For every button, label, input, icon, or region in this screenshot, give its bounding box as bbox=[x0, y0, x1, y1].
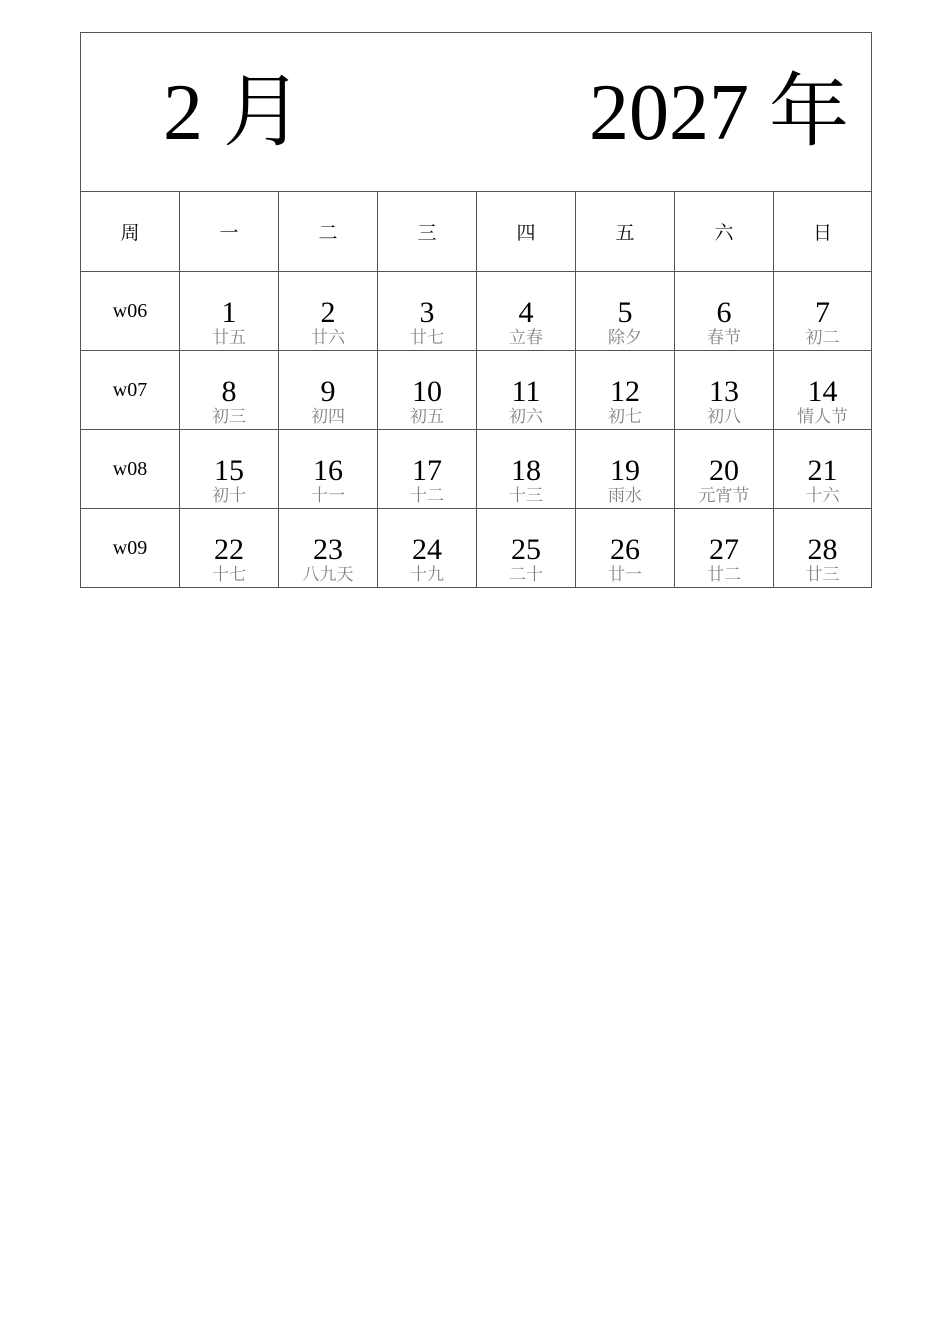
lunar-date: 初十 bbox=[212, 486, 246, 506]
day-number: 21 bbox=[807, 454, 838, 487]
lunar-date: 廿七 bbox=[410, 328, 444, 348]
week-row bbox=[81, 509, 872, 588]
weekday-header-sat: 六 bbox=[675, 192, 774, 272]
day-number: 10 bbox=[412, 375, 442, 408]
day-cell bbox=[477, 509, 576, 588]
day-cell bbox=[774, 509, 872, 588]
day-number: 9 bbox=[320, 375, 336, 408]
day-cell bbox=[675, 272, 774, 351]
lunar-date: 初二 bbox=[805, 328, 840, 348]
day-number: 24 bbox=[412, 533, 442, 566]
day-cell bbox=[774, 272, 872, 351]
lunar-date: 初八 bbox=[707, 407, 741, 427]
day-cell bbox=[477, 272, 576, 351]
lunar-date: 十六 bbox=[805, 486, 840, 506]
lunar-date: 初六 bbox=[509, 407, 543, 427]
lunar-date: 除夕 bbox=[608, 328, 642, 348]
day-cell bbox=[477, 351, 576, 430]
weekday-header-tue: 二 bbox=[279, 192, 378, 272]
day-cell bbox=[378, 430, 477, 509]
day-cell bbox=[576, 351, 675, 430]
lunar-date: 廿六 bbox=[311, 328, 345, 348]
day-number: 6 bbox=[716, 296, 732, 329]
day-cell bbox=[378, 272, 477, 351]
lunar-date: 十七 bbox=[212, 565, 246, 585]
day-number: 16 bbox=[313, 454, 343, 487]
month-title: 2 月 bbox=[163, 69, 303, 157]
lunar-date: 元宵节 bbox=[698, 486, 750, 506]
day-cell bbox=[180, 272, 279, 351]
lunar-date: 初五 bbox=[410, 407, 444, 427]
day-cell bbox=[180, 509, 279, 588]
week-number: w09 bbox=[81, 509, 180, 588]
day-number: 23 bbox=[313, 533, 343, 566]
week-row bbox=[81, 272, 872, 351]
day-cell bbox=[279, 272, 378, 351]
weekday-header-mon: 一 bbox=[180, 192, 279, 272]
lunar-date: 春节 bbox=[707, 328, 741, 348]
lunar-date: 十二 bbox=[410, 486, 444, 506]
lunar-date: 十九 bbox=[410, 565, 444, 585]
day-cell bbox=[675, 509, 774, 588]
lunar-date: 八九天 bbox=[302, 565, 354, 585]
week-column-header: 周 bbox=[81, 192, 180, 272]
weekday-header-thu: 四 bbox=[477, 192, 576, 272]
lunar-date: 初三 bbox=[212, 407, 246, 427]
day-number: 8 bbox=[221, 375, 237, 408]
day-number: 28 bbox=[807, 533, 838, 566]
day-number: 13 bbox=[709, 375, 739, 408]
day-cell bbox=[477, 430, 576, 509]
week-row bbox=[81, 351, 872, 430]
lunar-date: 廿二 bbox=[707, 565, 741, 585]
day-number: 18 bbox=[511, 454, 541, 487]
day-cell bbox=[180, 351, 279, 430]
day-number: 1 bbox=[221, 296, 237, 329]
week-number: w08 bbox=[81, 430, 180, 509]
day-number: 25 bbox=[511, 533, 541, 566]
lunar-date: 初七 bbox=[608, 407, 642, 427]
day-number: 15 bbox=[214, 454, 244, 487]
lunar-date: 廿三 bbox=[805, 565, 840, 585]
lunar-date: 十一 bbox=[311, 486, 345, 506]
day-number: 7 bbox=[815, 296, 830, 329]
day-number: 26 bbox=[610, 533, 640, 566]
title-cell bbox=[81, 33, 872, 192]
week-row bbox=[81, 430, 872, 509]
month-calendar bbox=[80, 32, 872, 588]
lunar-date: 立春 bbox=[509, 328, 543, 348]
day-number: 20 bbox=[709, 454, 739, 487]
day-cell bbox=[378, 509, 477, 588]
day-cell bbox=[675, 430, 774, 509]
day-number: 2 bbox=[320, 296, 336, 329]
lunar-date: 雨水 bbox=[608, 486, 642, 506]
day-cell bbox=[774, 351, 872, 430]
day-cell bbox=[279, 430, 378, 509]
week-number: w06 bbox=[81, 272, 180, 351]
day-cell bbox=[180, 430, 279, 509]
day-cell bbox=[675, 351, 774, 430]
day-number: 3 bbox=[419, 296, 435, 329]
day-cell bbox=[576, 509, 675, 588]
day-number: 14 bbox=[807, 375, 838, 408]
day-cell bbox=[378, 351, 477, 430]
day-cell bbox=[279, 509, 378, 588]
weekday-header-wed: 三 bbox=[378, 192, 477, 272]
day-cell bbox=[576, 272, 675, 351]
weekday-header-fri: 五 bbox=[576, 192, 675, 272]
weekday-header-row bbox=[81, 192, 872, 272]
day-cell bbox=[774, 430, 872, 509]
day-cell bbox=[279, 351, 378, 430]
week-number: w07 bbox=[81, 351, 180, 430]
title-row bbox=[81, 33, 872, 192]
year-title: 2027 年 bbox=[589, 69, 849, 157]
lunar-date: 情人节 bbox=[797, 407, 848, 427]
lunar-date: 廿一 bbox=[608, 565, 642, 585]
day-number: 4 bbox=[518, 296, 534, 329]
lunar-date: 初四 bbox=[311, 407, 345, 427]
weekday-header-sun: 日 bbox=[774, 192, 872, 272]
day-number: 5 bbox=[617, 296, 633, 329]
day-number: 27 bbox=[709, 533, 739, 566]
day-number: 11 bbox=[511, 375, 541, 408]
day-number: 12 bbox=[610, 375, 640, 408]
lunar-date: 十三 bbox=[509, 486, 543, 506]
day-cell bbox=[576, 430, 675, 509]
day-number: 17 bbox=[412, 454, 442, 487]
day-number: 22 bbox=[214, 533, 244, 566]
lunar-date: 二十 bbox=[509, 565, 543, 585]
lunar-date: 廿五 bbox=[212, 328, 246, 348]
day-number: 19 bbox=[610, 454, 640, 487]
